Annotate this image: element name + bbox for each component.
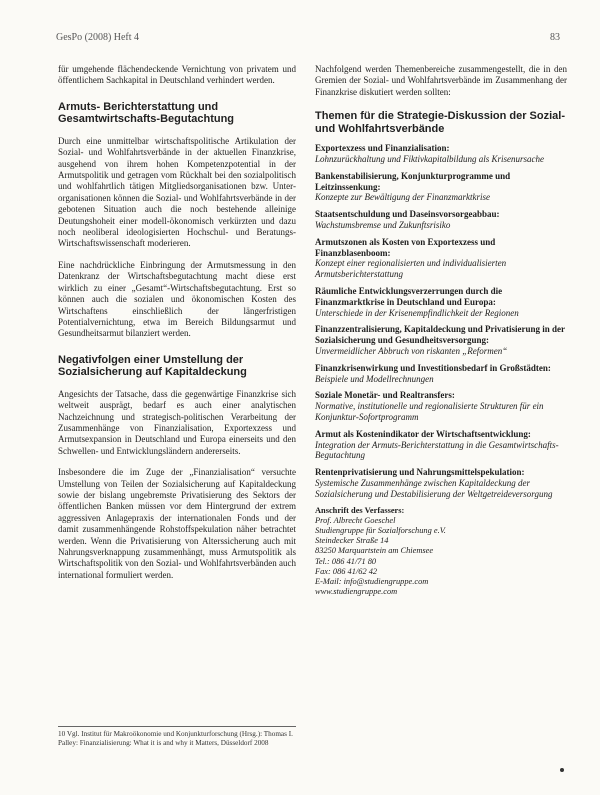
- address-line: Studiengruppe für Sozialforschung e.V.: [315, 525, 446, 535]
- paragraph-intro: für umgehende flächendeckende Vernichtung von privatem und öffentlichem Sachkapital in Deutschland verhindert werden.: [58, 64, 296, 86]
- theme-item: [315, 363, 567, 385]
- theme-subtitle: Normative, institutionelle und regionalisierte Strukturen für ein Konjunktur-Sofortprogramm: [315, 401, 544, 422]
- theme-title: Exportexzess und Finanzialisation:: [315, 143, 450, 154]
- paragraph-poverty-measurement: Eine nachdrückliche Einbringung der Armutsmessung in den Datenkranz der Wirtschaftsbegutachtung macht diese erst wirklich zu einer „Gesamt“-Wirtschaftsbegutachtung. Erst so können auch die sozialen und ökonomischen Kosten des Wirtschaftens einschließlich der längerfristigen Potentialvernichtung, etwa im Bereich Bildungsarmut und Gesundheitsarmut bilanziert werden.: [58, 259, 296, 339]
- theme-title: Staatsentschuldung und Daseinsvorsorgeabbau:: [315, 209, 500, 220]
- end-mark: [560, 768, 564, 772]
- paragraph-topics-intro: Nachfolgend werden Themenbereiche zusammengestellt, die in den Gremien der Sozial- und Wohlfahrtsverbände im Zusammenhang der Finanzkrise diskutiert werden sollten:: [315, 64, 567, 97]
- theme-subtitle: Konzept einer regionalisierten und individualisierten Armutsberichterstattung: [315, 258, 507, 280]
- theme-item: [315, 390, 567, 422]
- theme-item: [315, 143, 567, 165]
- website-link[interactable]: www.studiengruppe.com: [315, 587, 398, 597]
- paragraph-articulation: Durch eine unmittelbar wirtschaftspolitische Artikulation der Sozial- und Wohlfahrtsverbände in der aktuellen Finanzkrise, ausgehend von ihrem hohen Kompetenzpotential in der Armutspolitik und getragen vom Rückhalt bei den sozialpolitisch und wohlfahrtlich tätigen Mitgliedsorganisationen bzw. Unter-organisationen können die Sozial- und Wohlfahrtsverbände in der gebotenen Situation auch die noch bestehende alleinige Deutungshoheit einer modell-ökonomisch verkürzten und dazu noch neoliberal ideologisierten Hochschul- und Beratungs-Wirtschaftswissenschaft moderieren.: [58, 135, 296, 249]
- theme-item: [315, 429, 567, 461]
- theme-subtitle: Unterschiede in der Krisenempfindlichkeit der Regionen: [315, 307, 519, 318]
- author-address: [315, 506, 567, 598]
- address-label: Anschrift des Verfassers:: [315, 505, 405, 515]
- address-line: Fax: 086 41/62 42: [315, 566, 378, 576]
- address-line: Prof. Albrecht Goeschel: [315, 515, 396, 525]
- theme-subtitle: Lohnzurückhaltung und Fiktivkapitalbildung als Krisenursache: [315, 154, 544, 165]
- address-line: Tel.: 086 41/71 80: [315, 556, 377, 566]
- paragraph-global-crisis: Angesichts der Tatsache, dass die gegenwärtige Finanzkrise sich weltweit ausprägt, bedarf es auch einer analytischen Nachzeichnung und strategisch-politischen Verarbeitung der Zusammenhänge von Finanzialisation, Exportexzess und Armutsexpansion in Deutschland und Europa einerseits und den Schwellen- und Entwicklungsländern andererseits.: [58, 388, 296, 456]
- section-heading-reporting: Armuts- Berichterstattung und Gesamtwirtschafts-Begutachtung: [58, 100, 235, 126]
- page-number: 83: [550, 32, 560, 43]
- theme-title: Soziale Monetär- und Realtransfers:: [315, 390, 455, 401]
- address-line: Steindecker Straße 14: [315, 536, 389, 546]
- theme-item: [315, 286, 567, 318]
- theme-title: Armut als Kostenindikator der Wirtschaftsentwicklung:: [315, 428, 531, 439]
- theme-title: Bankenstabilisierung, Konjunkturprogramme und Leitzinssenkung:: [315, 170, 511, 192]
- right-column: [315, 64, 567, 597]
- theme-item: [315, 209, 567, 231]
- theme-subtitle: Unvermeidlicher Abbruch von riskanten „Reformen“: [315, 345, 508, 356]
- theme-item: [315, 237, 567, 280]
- left-column: [58, 64, 296, 581]
- running-header: [56, 32, 560, 48]
- theme-title: Rentenprivatisierung und Nahrungsmittelspekulation:: [315, 467, 525, 478]
- theme-subtitle: Konzepte zur Bewältigung der Finanzmarktkrise: [315, 192, 490, 203]
- footnote: 10 Vgl. Institut für Makroökonomie und Konjunkturforschung (Hrsg.): Thomas I. Palley: Finanzialisierung: What it is and why it Matters, Düsseldorf 2008: [58, 726, 296, 748]
- section-heading-themes: Themen für die Strategie-Diskussion der Sozial- und Wohlfahrtsverbände: [315, 110, 565, 135]
- theme-item: [315, 467, 567, 499]
- theme-title: Armutszonen als Kosten von Exportexzess und Finanzblasenboom:: [315, 236, 496, 258]
- paragraph-financialisation: Insbesondere die im Zuge der „Finanzialisation“ versuchte Umstellung von Teilen der Sozialsicherung auf Kapitaldeckung sowie der bislang ungebremste Privatisierung des Sektors der öffentlichen Banken müssen vor dem Hintergrund der extrem aggressiven Anlagepraxis der internationalen Fonds und der damit zusammenhängende Rohstoffspekulation näher betrachtet werden. Wenn die Privatisierung von Alterssicherung auch mit Nahrungsverknappung zusammenhängt, muss Armutspolitik als Wirtschaftspolitik von den Sozial- und Wohlfahrtsverbänden auch international formuliert werden.: [58, 467, 296, 580]
- theme-subtitle: Integration der Armuts-Berichterstattung in die Gesamtwirtschafts-Begutachtung: [315, 439, 559, 461]
- theme-title: Finanzkrisenwirkung und Investitionsbedarf in Großstädten:: [315, 362, 551, 373]
- theme-subtitle: Systemische Zusammenhänge zwischen Kapitaldeckung der Sozialsicherung und Destabilisierung der Weltgetreideversorgung: [315, 477, 553, 499]
- theme-title: Finanzzentralisierung, Kapitaldeckung und Privatisierung in der Sozialsicherung und Gesundheitsversorgung:: [315, 324, 565, 346]
- email-link[interactable]: E-Mail: info@studiengruppe.com: [315, 576, 429, 586]
- journal-name: GesPo (2008) Heft 4: [56, 32, 140, 43]
- theme-subtitle: Beispiele und Modellrechnungen: [315, 373, 434, 384]
- address-line: 83250 Marquartstein am Chiemsee: [315, 546, 434, 556]
- theme-item: [315, 171, 567, 203]
- theme-item: [315, 324, 567, 356]
- section-heading-negative-effects: Negativfolgen einer Umstellung der Sozialsicherung auf Kapitaldeckung: [58, 353, 247, 379]
- theme-subtitle: Wachstumsbremse und Zukunftsrisiko: [315, 220, 451, 230]
- theme-title: Räumliche Entwicklungsverzerrungen durch die Finanzmarktkrise in Deutschland und Europa:: [315, 285, 503, 307]
